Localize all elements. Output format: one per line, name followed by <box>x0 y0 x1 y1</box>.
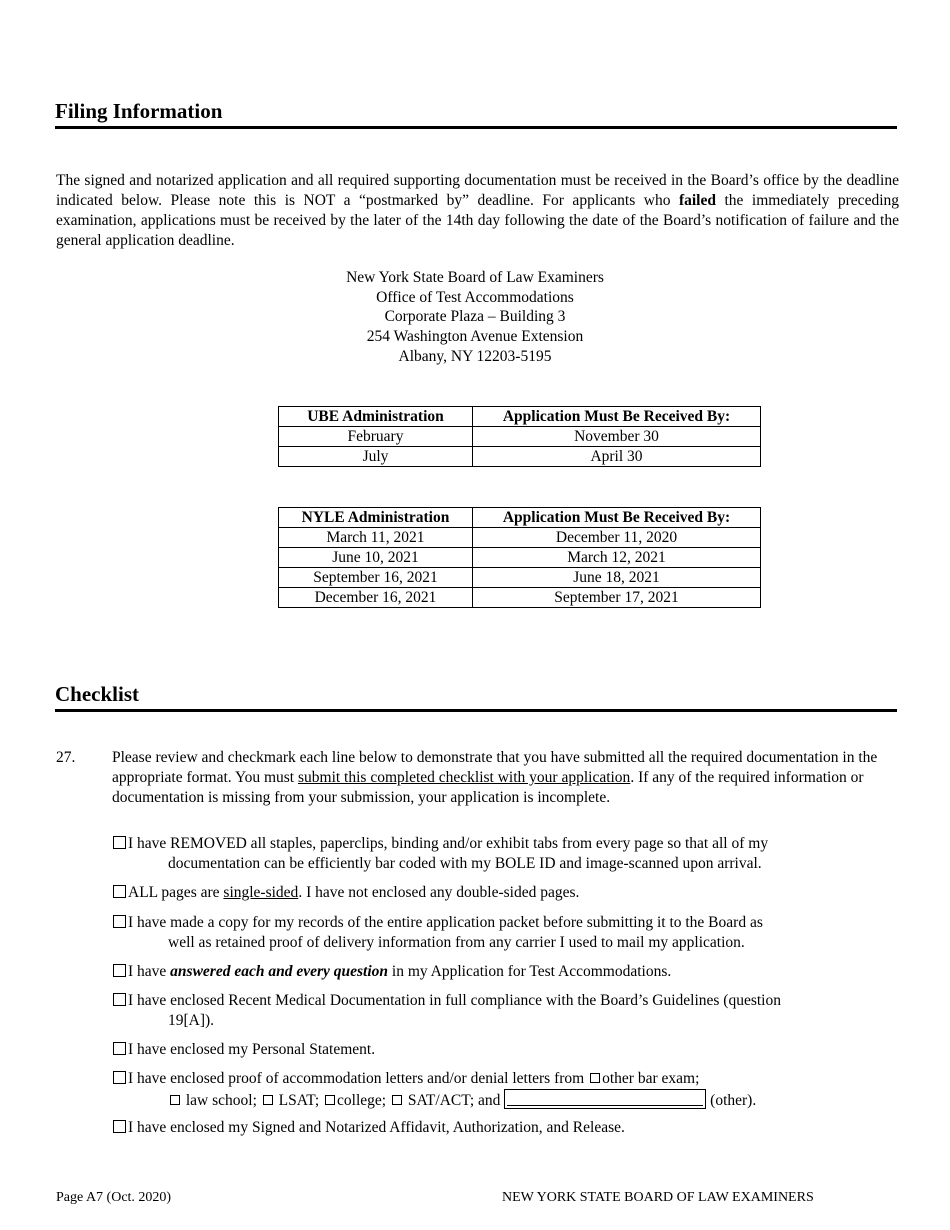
table-cell: March 11, 2021 <box>279 528 473 548</box>
table-header: NYLE Administration <box>279 508 473 528</box>
table-cell: July <box>279 447 473 467</box>
check-made-copy <box>113 913 863 953</box>
check-single-sided <box>113 883 863 903</box>
table-cell: June 18, 2021 <box>473 568 761 588</box>
checklist-section-header <box>55 681 897 712</box>
filing-paragraph-part1: The signed and notarized application and all required supporting documentation must be received in the Board’s office by the deadline indicated below. Please note this is NOT a “postmarked by” deadline. For applicants who <box>56 172 899 209</box>
check-text: I have REMOVED all staples, paperclips, binding and/or exhibit tabs from every page so that all of my <box>128 835 769 852</box>
table-cell: September 16, 2021 <box>279 568 473 588</box>
checklist-intro <box>112 748 902 808</box>
table-header-row <box>279 407 761 427</box>
table-cell: December 16, 2021 <box>279 588 473 608</box>
filing-heading: Filing Information <box>55 99 223 123</box>
filing-paragraph-part2: the immediately preceding examination, applications must be received by the later of the 14th day following the date of the Board’s notification of failure and the general application deadline. <box>56 192 900 249</box>
checkbox-lsat[interactable] <box>263 1095 273 1105</box>
address-line: Albany, NY 12203-5195 <box>398 347 552 365</box>
check-text: 19[A]). <box>168 1012 215 1029</box>
address-line: 254 Washington Avenue Extension <box>366 328 584 346</box>
option-label: (other). <box>710 1092 757 1109</box>
intro-part2: . If any of the required information or documentation is missing from your submission, your application is incomplete. <box>112 769 864 806</box>
checkbox[interactable] <box>113 885 126 898</box>
other-text-field[interactable] <box>504 1089 706 1109</box>
table-header-row <box>279 508 761 528</box>
intro-underline: submit this completed checklist with your application <box>297 769 631 786</box>
proof-options-line <box>113 1089 863 1111</box>
check-signed-affidavit <box>113 1118 863 1138</box>
checkbox[interactable] <box>113 915 126 928</box>
option-label: SAT/ACT; and <box>407 1092 501 1109</box>
footer-page-number: Page A7 (Oct. 2020) <box>56 1190 172 1205</box>
item-number: 27. <box>56 749 76 766</box>
check-text: . I have not enclosed any double-sided pages. <box>298 884 580 901</box>
table-cell: December 11, 2020 <box>473 528 761 548</box>
checkbox[interactable] <box>113 1071 126 1084</box>
checkbox[interactable] <box>113 836 126 849</box>
checkbox-law-school[interactable] <box>170 1095 180 1105</box>
filing-paragraph <box>56 171 899 251</box>
table-row <box>279 568 761 588</box>
table-row <box>279 427 761 447</box>
table-cell: November 30 <box>473 427 761 447</box>
mailing-address <box>0 268 950 366</box>
option-label: other bar exam; <box>602 1070 700 1087</box>
footer-organization: NEW YORK STATE BOARD OF LAW EXAMINERS <box>502 1190 814 1205</box>
check-text: well as retained proof of delivery information from any carrier I used to mail my application. <box>168 934 745 951</box>
checkbox[interactable] <box>113 993 126 1006</box>
table-row <box>279 548 761 568</box>
table-header: Application Must Be Received By: <box>473 508 761 528</box>
check-removed-staples <box>113 834 863 874</box>
ube-deadline-table <box>278 406 761 467</box>
filing-section-header <box>55 98 897 129</box>
checkbox[interactable] <box>113 964 126 977</box>
checkbox-college[interactable] <box>325 1095 335 1105</box>
address-line: Corporate Plaza – Building 3 <box>384 308 566 326</box>
table-row <box>279 447 761 467</box>
table-header: UBE Administration <box>279 407 473 427</box>
checkbox[interactable] <box>113 1120 126 1133</box>
table-cell: March 12, 2021 <box>473 548 761 568</box>
check-text: ALL pages are <box>128 884 224 901</box>
intro-part1: Please review and checkmark each line below to demonstrate that you have submitted all the required documentation in the appropriate format. You must <box>112 749 878 786</box>
check-text-underline: single-sided <box>223 884 299 901</box>
table-cell: February <box>279 427 473 447</box>
nyle-deadline-table <box>278 507 761 608</box>
check-text: I have made a copy for my records of the entire application packet before submitting it to the Board as <box>128 914 763 931</box>
check-accommodation-proof <box>113 1069 863 1111</box>
address-line: Office of Test Accommodations <box>376 288 574 306</box>
address-line: New York State Board of Law Examiners <box>346 269 604 286</box>
table-row <box>279 528 761 548</box>
table-row <box>279 588 761 608</box>
option-label: college; <box>337 1092 387 1109</box>
option-label: law school; <box>185 1092 257 1109</box>
check-answered-questions <box>113 962 863 982</box>
check-text: I have enclosed proof of accommodation letters and/or denial letters from <box>128 1070 585 1087</box>
table-cell: April 30 <box>473 447 761 467</box>
check-personal-statement <box>113 1040 863 1060</box>
check-text-emphasis: answered each and every question <box>170 963 389 980</box>
check-text: I have enclosed my Signed and Notarized Affidavit, Authorization, and Release. <box>128 1119 625 1136</box>
table-cell: September 17, 2021 <box>473 588 761 608</box>
check-text: I have enclosed Recent Medical Documentation in full compliance with the Board’s Guidelines (question <box>128 992 781 1009</box>
table-cell: June 10, 2021 <box>279 548 473 568</box>
checkbox[interactable] <box>113 1042 126 1055</box>
checkbox-other-bar-exam[interactable] <box>590 1073 600 1083</box>
check-text: I have <box>128 963 171 980</box>
filing-paragraph-bold: failed <box>678 192 716 209</box>
check-text: I have enclosed my Personal Statement. <box>128 1041 376 1058</box>
checkbox-sat-act[interactable] <box>392 1095 402 1105</box>
checklist-heading: Checklist <box>55 682 139 706</box>
check-medical-documentation <box>113 991 863 1031</box>
check-text: documentation can be efficiently bar coded with my BOLE ID and image-scanned upon arrival. <box>168 855 762 872</box>
table-header: Application Must Be Received By: <box>473 407 761 427</box>
check-text: in my Application for Test Accommodations. <box>388 963 672 980</box>
option-label: LSAT; <box>278 1092 320 1109</box>
